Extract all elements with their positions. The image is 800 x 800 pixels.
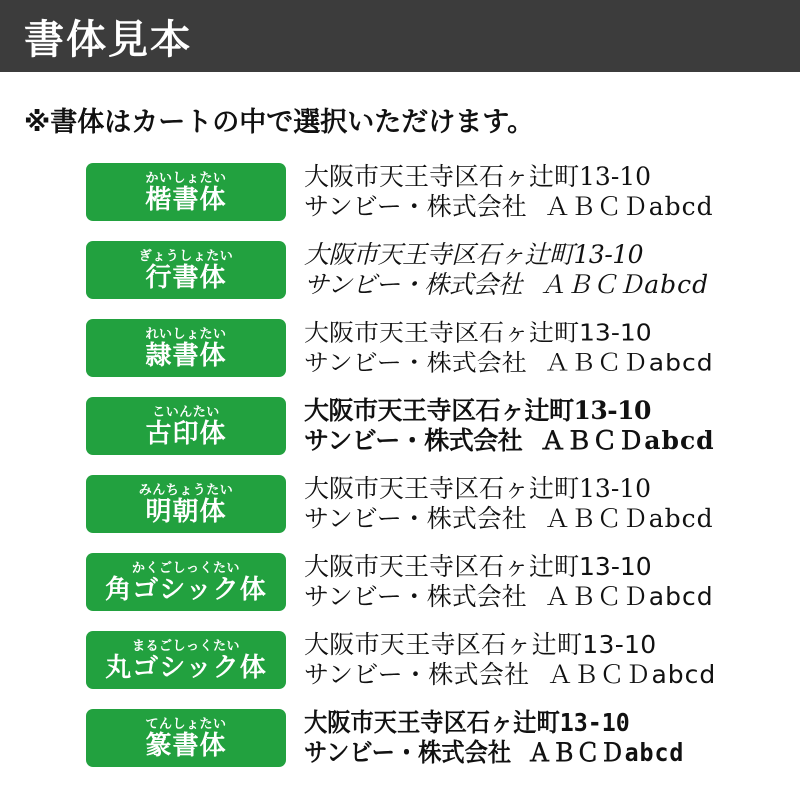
sample-address-line: 大阪市天王寺区石ヶ辻町13-10 — [304, 708, 630, 737]
sample-company: サンビー・株式会社 — [304, 504, 527, 533]
font-sample-row — [14, 153, 786, 231]
sample-company: サンビー・株式会社 — [304, 426, 523, 455]
font-badge-kaisho — [86, 163, 286, 221]
sample-company-line — [304, 350, 786, 376]
sample-company-line — [304, 661, 786, 689]
sample-latin: ＡＢＣＤabcd — [540, 270, 710, 299]
font-badge-ruby: ぎょうしょたい — [138, 248, 234, 264]
sample-address-line: 大阪市天王寺区石ヶ辻町13-10 — [304, 474, 652, 503]
font-sample-text — [304, 631, 786, 689]
font-badge-kakugo — [86, 553, 286, 611]
font-sample-row — [14, 387, 786, 465]
font-sample-text — [304, 319, 786, 377]
font-badge-ruby: まるごしっくたい — [131, 638, 240, 654]
font-sample-row — [14, 231, 786, 309]
sample-company: サンビー・株式会社 — [304, 582, 527, 611]
font-sample-list — [0, 153, 800, 777]
font-sample-text — [304, 397, 786, 455]
sample-company: サンビー・株式会社 — [304, 270, 523, 299]
font-sample-text — [304, 553, 786, 611]
sample-company-line — [304, 193, 786, 221]
font-badge-marugo — [86, 631, 286, 689]
page-title: 書体見本 — [24, 16, 192, 63]
font-badge-ruby: かいしょたい — [145, 170, 227, 186]
page-header — [0, 0, 800, 72]
font-badge-name: 篆書体 — [145, 730, 227, 761]
font-badge-reisho — [86, 319, 286, 377]
sample-latin: ＡＢＣＤabcd — [544, 349, 714, 377]
font-badge-name: 丸ゴシック体 — [105, 652, 267, 683]
font-badge-ruby: こいんたい — [152, 404, 220, 420]
sample-address-line: 大阪市天王寺区石ヶ辻町13-10 — [304, 240, 644, 269]
font-badge-ruby: れいしょたい — [145, 326, 227, 342]
sample-address-line: 大阪市天王寺区石ヶ辻町13-10 — [304, 396, 651, 425]
sample-latin: ＡＢＣＤabcd — [547, 660, 717, 689]
font-badge-name: 角ゴシック体 — [105, 574, 267, 605]
font-badge-name: 隷書体 — [145, 340, 227, 371]
font-badge-koin — [86, 397, 286, 455]
font-sample-row — [14, 699, 786, 777]
font-badge-tensho — [86, 709, 286, 767]
sample-latin: ＡＢＣＤabcd — [544, 582, 714, 611]
sample-company-line — [304, 271, 786, 299]
font-badge-name: 行書体 — [145, 262, 227, 293]
sample-latin: ＡＢＣＤabcd — [540, 426, 715, 455]
sample-company-line — [304, 739, 752, 767]
font-sample-text — [304, 475, 786, 533]
font-badge-name: 明朝体 — [145, 496, 227, 527]
sample-company: サンビー・株式会社 — [304, 738, 512, 767]
font-badge-gyosho — [86, 241, 286, 299]
font-badge-name: 古印体 — [145, 418, 227, 449]
sample-company-line — [304, 583, 786, 611]
font-sample-row — [14, 543, 786, 621]
sample-address-line: 大阪市天王寺区石ヶ辻町13-10 — [304, 552, 652, 581]
font-badge-mincho — [86, 475, 286, 533]
font-sample-row — [14, 309, 786, 387]
selection-note: ※書体はカートの中で選択いただけます。 — [24, 107, 535, 138]
sample-company: サンビー・株式会社 — [304, 349, 527, 377]
sample-address-line: 大阪市天王寺区石ヶ辻町13-10 — [304, 630, 657, 659]
font-badge-ruby: みんちょうたい — [138, 482, 234, 498]
font-sample-text — [304, 241, 786, 299]
font-sample-text — [304, 163, 786, 221]
sample-company: サンビー・株式会社 — [304, 660, 530, 689]
sample-latin: ＡＢＣＤabcd — [527, 738, 685, 767]
sample-company-line — [304, 505, 786, 533]
font-sample-text — [304, 709, 786, 767]
font-badge-ruby: かくごしっくたい — [131, 560, 240, 576]
sample-address-line: 大阪市天王寺区石ヶ辻町13-10 — [304, 319, 652, 347]
sample-company-line — [304, 427, 786, 455]
font-sample-row — [14, 621, 786, 699]
font-badge-ruby: てんしょたい — [145, 716, 227, 732]
font-badge-name: 楷書体 — [145, 184, 227, 215]
sample-address-line: 大阪市天王寺区石ヶ辻町13-10 — [304, 162, 652, 191]
font-sample-row — [14, 465, 786, 543]
sample-latin: ＡＢＣＤabcd — [544, 192, 714, 221]
sample-company: サンビー・株式会社 — [304, 192, 527, 221]
sample-latin: ＡＢＣＤabcd — [544, 504, 714, 533]
